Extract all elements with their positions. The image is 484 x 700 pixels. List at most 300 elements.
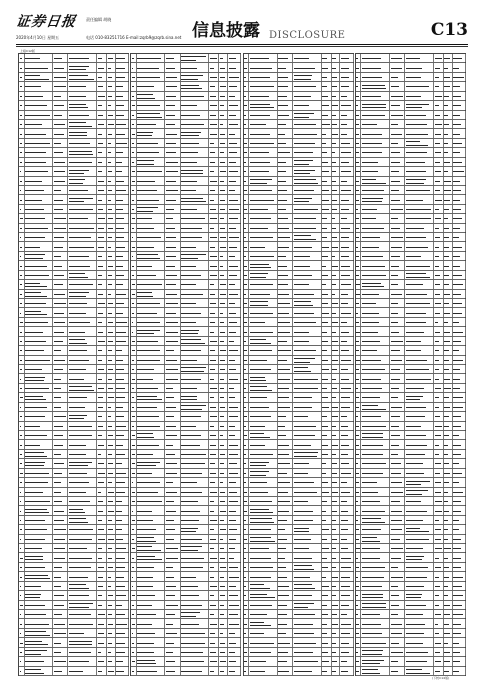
table-cell <box>332 488 341 496</box>
table-cell <box>249 591 278 599</box>
table-cell <box>116 54 129 62</box>
table-cell <box>453 111 466 119</box>
table-row <box>131 553 240 562</box>
cell-text-glyphs <box>250 360 268 361</box>
table-cell <box>69 393 98 401</box>
cell-text-glyphs <box>220 181 224 182</box>
cell-text-glyphs <box>444 671 449 672</box>
cell-text-glyphs <box>229 463 238 464</box>
table-cell <box>390 403 405 411</box>
table-cell <box>209 431 219 439</box>
cell-text-glyphs <box>116 105 124 106</box>
table-cell <box>293 101 322 109</box>
cell-text-glyphs <box>332 181 335 182</box>
cell-text-glyphs <box>362 134 382 135</box>
cell-text-glyphs <box>453 416 461 417</box>
cell-text-glyphs <box>294 105 310 106</box>
table-cell <box>116 186 129 194</box>
cell-text-glyphs <box>108 577 112 578</box>
table-cell <box>228 271 241 279</box>
table-cell <box>228 82 241 90</box>
table-cell <box>137 478 166 486</box>
cell-text-glyphs <box>166 171 178 172</box>
cell-text-glyphs <box>210 511 214 512</box>
table-cell <box>249 525 278 533</box>
cell-text-glyphs <box>210 407 216 408</box>
cell-text-glyphs <box>362 522 385 523</box>
cell-text-glyphs <box>444 435 448 436</box>
table-cell <box>332 403 341 411</box>
cell-text-glyphs <box>166 624 173 625</box>
cell-text-glyphs <box>356 275 358 276</box>
cell-text-glyphs <box>278 369 290 370</box>
table-cell <box>25 205 54 213</box>
table-cell <box>332 365 341 373</box>
cell-text-glyphs <box>362 492 378 493</box>
table-row <box>131 459 240 468</box>
cell-text-glyphs <box>391 275 398 276</box>
table-cell <box>293 629 322 637</box>
table-cell <box>107 205 116 213</box>
table-cell <box>278 54 293 62</box>
cell-text-glyphs <box>54 416 66 417</box>
cell-text-glyphs <box>322 661 329 662</box>
table-row <box>356 158 465 167</box>
cell-text-glyphs <box>181 303 196 304</box>
cell-text-glyphs <box>181 605 202 606</box>
cell-text-glyphs <box>229 190 236 191</box>
cell-text-glyphs <box>54 379 61 380</box>
cell-text-glyphs <box>294 301 311 302</box>
table-cell <box>332 450 341 458</box>
table-cell <box>444 337 453 345</box>
cell-text-glyphs <box>322 313 329 314</box>
cell-text-glyphs <box>181 405 205 406</box>
cell-text-glyphs <box>116 247 125 248</box>
table-cell <box>228 299 241 307</box>
cell-text-glyphs <box>69 79 94 80</box>
table-cell <box>181 271 210 279</box>
cell-text-glyphs <box>181 88 201 89</box>
table-cell <box>293 544 322 552</box>
cell-text-glyphs <box>244 275 247 276</box>
cell-text-glyphs <box>20 86 23 87</box>
cell-text-glyphs <box>406 247 428 248</box>
table-cell <box>434 657 444 665</box>
table-cell <box>434 177 444 185</box>
cell-text-glyphs <box>406 141 420 142</box>
table-cell <box>293 73 322 81</box>
cell-text-glyphs <box>69 595 89 596</box>
table-cell <box>361 233 390 241</box>
cell-text-glyphs <box>181 426 196 427</box>
table-cell <box>219 214 228 222</box>
cell-text-glyphs <box>332 360 338 361</box>
table-cell <box>322 337 332 345</box>
cell-text-glyphs <box>54 162 66 163</box>
table-row <box>356 290 465 299</box>
table-cell <box>209 224 219 232</box>
table-cell <box>444 356 453 364</box>
cell-text-glyphs <box>332 143 336 144</box>
cell-text-glyphs <box>435 652 440 653</box>
cell-text-glyphs <box>54 152 63 153</box>
cell-text-glyphs <box>453 454 461 455</box>
table-row <box>244 73 353 82</box>
cell-text-glyphs <box>108 332 114 333</box>
table-row <box>244 177 353 186</box>
cell-text-glyphs <box>98 171 103 172</box>
table-row <box>244 214 353 223</box>
table-cell <box>293 346 322 354</box>
table-row <box>356 252 465 261</box>
cell-text-glyphs <box>244 284 247 285</box>
cell-text-glyphs <box>278 595 289 596</box>
table-cell <box>228 337 241 345</box>
cell-text-glyphs <box>108 463 114 464</box>
cell-text-glyphs <box>278 181 285 182</box>
table-cell <box>453 280 466 288</box>
table-cell <box>181 120 210 128</box>
cell-text-glyphs <box>244 529 246 530</box>
cell-text-glyphs <box>69 218 88 219</box>
table-cell <box>219 271 228 279</box>
table-cell <box>434 440 444 448</box>
table-cell <box>181 101 210 109</box>
cell-text-glyphs <box>166 529 175 530</box>
cell-text-glyphs <box>210 661 217 662</box>
table-cell <box>25 497 54 505</box>
table-cell <box>219 450 228 458</box>
cell-text-glyphs <box>332 294 335 295</box>
table-cell <box>69 629 98 637</box>
table-cell <box>332 205 341 213</box>
table-cell <box>340 516 353 524</box>
cell-text-glyphs <box>229 313 237 314</box>
table-cell <box>361 158 390 166</box>
cell-text-glyphs <box>444 614 449 615</box>
table-cell <box>453 601 466 609</box>
cell-text-glyphs <box>98 256 102 257</box>
table-row <box>356 233 465 242</box>
table-cell <box>293 459 322 467</box>
cell-text-glyphs <box>108 77 112 78</box>
cell-text-glyphs <box>406 266 430 267</box>
table-cell <box>434 582 444 590</box>
cell-text-glyphs <box>278 266 286 267</box>
table-cell <box>25 177 54 185</box>
cell-text-glyphs <box>278 463 290 464</box>
table-cell <box>390 327 405 335</box>
table-cell <box>97 657 107 665</box>
cell-text-glyphs <box>108 115 114 116</box>
table-cell <box>361 459 390 467</box>
cell-text-glyphs <box>116 341 126 342</box>
cell-text-glyphs <box>25 435 47 436</box>
table-cell <box>209 478 219 486</box>
table-cell <box>53 516 68 524</box>
table-cell <box>219 129 228 137</box>
cell-text-glyphs <box>20 181 22 182</box>
cell-text-glyphs <box>278 407 290 408</box>
table-cell <box>322 572 332 580</box>
table-cell <box>107 469 116 477</box>
table-cell <box>25 591 54 599</box>
table-row <box>131 374 240 383</box>
cell-text-glyphs <box>132 492 135 493</box>
table-cell <box>405 290 434 298</box>
cell-text-glyphs <box>229 548 235 549</box>
table-cell <box>390 365 405 373</box>
cell-text-glyphs <box>244 643 246 644</box>
table-cell <box>53 365 68 373</box>
cell-text-glyphs <box>250 625 271 626</box>
table-cell <box>107 242 116 250</box>
cell-text-glyphs <box>132 58 134 59</box>
table-cell <box>332 271 341 279</box>
cell-text-glyphs <box>244 96 246 97</box>
table-cell <box>228 497 241 505</box>
table-row <box>131 271 240 280</box>
table-row <box>131 177 240 186</box>
cell-text-glyphs <box>250 273 268 274</box>
table-cell <box>453 205 466 213</box>
table-cell <box>165 327 180 335</box>
cell-text-glyphs <box>54 143 61 144</box>
table-cell <box>361 572 390 580</box>
table-cell <box>390 290 405 298</box>
table-cell <box>97 619 107 627</box>
table-cell <box>332 629 341 637</box>
cell-text-glyphs <box>244 445 246 446</box>
table-cell <box>332 214 341 222</box>
cell-text-glyphs <box>391 143 399 144</box>
table-cell <box>453 629 466 637</box>
cell-text-glyphs <box>362 586 382 587</box>
table-cell <box>444 525 453 533</box>
table-cell <box>340 431 353 439</box>
cell-text-glyphs <box>137 559 161 560</box>
cell-text-glyphs <box>116 181 124 182</box>
cell-text-glyphs <box>69 518 86 519</box>
cell-text-glyphs <box>332 115 336 116</box>
table-cell <box>116 459 129 467</box>
table-row <box>131 111 240 120</box>
table-cell <box>53 657 68 665</box>
table-cell <box>25 167 54 175</box>
cell-text-glyphs <box>250 179 272 180</box>
cell-text-glyphs <box>278 171 286 172</box>
table-cell <box>116 346 129 354</box>
cell-text-glyphs <box>181 85 199 86</box>
cell-text-glyphs <box>25 105 47 106</box>
cell-text-glyphs <box>98 162 102 163</box>
cell-text-glyphs <box>98 624 104 625</box>
table-cell <box>69 318 98 326</box>
cell-text-glyphs <box>362 607 386 608</box>
cell-text-glyphs <box>278 520 287 521</box>
cell-text-glyphs <box>20 228 22 229</box>
table-cell <box>405 582 434 590</box>
cell-text-glyphs <box>435 341 439 342</box>
cell-text-glyphs <box>116 548 126 549</box>
cell-text-glyphs <box>244 350 247 351</box>
cell-text-glyphs <box>444 501 448 502</box>
cell-text-glyphs <box>210 68 214 69</box>
cell-text-glyphs <box>406 341 421 342</box>
table-cell <box>97 563 107 571</box>
cell-text-glyphs <box>435 209 439 210</box>
cell-text-glyphs <box>244 105 247 106</box>
table-row <box>19 63 128 72</box>
cell-text-glyphs <box>166 209 174 210</box>
cell-text-glyphs <box>116 567 125 568</box>
cell-text-glyphs <box>444 567 448 568</box>
cell-text-glyphs <box>356 181 359 182</box>
cell-text-glyphs <box>20 303 22 304</box>
table-row <box>131 450 240 459</box>
cell-text-glyphs <box>435 332 440 333</box>
cell-text-glyphs <box>181 550 197 551</box>
cell-text-glyphs <box>356 68 359 69</box>
cell-text-glyphs <box>322 548 329 549</box>
table-cell <box>340 450 353 458</box>
table-row <box>356 535 465 544</box>
cell-text-glyphs <box>244 115 246 116</box>
table-cell <box>278 346 293 354</box>
cell-text-glyphs <box>181 454 206 455</box>
table-cell <box>249 544 278 552</box>
cell-text-glyphs <box>20 558 23 559</box>
cell-text-glyphs <box>69 273 85 274</box>
cell-text-glyphs <box>435 313 441 314</box>
table-cell <box>405 422 434 430</box>
table-cell <box>405 657 434 665</box>
cell-text-glyphs <box>20 586 22 587</box>
table-cell <box>25 450 54 458</box>
table-row <box>244 101 353 110</box>
cell-text-glyphs <box>116 200 123 201</box>
table-cell <box>278 129 293 137</box>
table-cell <box>228 601 241 609</box>
cell-text-glyphs <box>132 143 134 144</box>
table-cell <box>219 299 228 307</box>
table-cell <box>444 54 453 62</box>
table-cell <box>228 158 241 166</box>
cell-text-glyphs <box>278 322 290 323</box>
table-cell <box>228 384 241 392</box>
cell-text-glyphs <box>332 633 336 634</box>
table-cell <box>53 384 68 392</box>
cell-text-glyphs <box>332 416 338 417</box>
cell-text-glyphs <box>98 105 102 106</box>
table-cell <box>69 384 98 392</box>
table-cell <box>69 667 98 675</box>
cell-text-glyphs <box>250 652 271 653</box>
table-cell <box>390 638 405 646</box>
cell-text-glyphs <box>444 407 449 408</box>
table-cell <box>249 450 278 458</box>
cell-text-glyphs <box>435 407 439 408</box>
table-cell <box>165 478 180 486</box>
table-cell <box>361 431 390 439</box>
cell-text-glyphs <box>332 482 337 483</box>
table-cell <box>116 280 129 288</box>
table-cell <box>361 412 390 420</box>
cell-text-glyphs <box>69 183 83 184</box>
cell-text-glyphs <box>220 407 225 408</box>
cell-text-glyphs <box>132 454 135 455</box>
table-row <box>356 120 465 129</box>
table-cell <box>322 224 332 232</box>
cell-text-glyphs <box>435 162 441 163</box>
cell-text-glyphs <box>453 332 463 333</box>
table-cell <box>25 280 54 288</box>
cell-text-glyphs <box>406 179 426 180</box>
cell-text-glyphs <box>356 294 359 295</box>
cell-text-glyphs <box>137 58 161 59</box>
cell-text-glyphs <box>116 577 123 578</box>
cell-text-glyphs <box>322 492 329 493</box>
table-row <box>244 129 353 138</box>
table-cell <box>165 346 180 354</box>
table-cell <box>249 393 278 401</box>
table-cell <box>219 205 228 213</box>
cell-text-glyphs <box>220 350 226 351</box>
cell-text-glyphs <box>20 633 21 634</box>
cell-text-glyphs <box>444 294 449 295</box>
table-cell <box>293 478 322 486</box>
cell-text-glyphs <box>406 200 423 201</box>
table-cell <box>181 506 210 514</box>
table-cell <box>249 252 278 260</box>
cell-text-glyphs <box>356 322 359 323</box>
cell-text-glyphs <box>229 181 236 182</box>
cell-text-glyphs <box>229 661 236 662</box>
cell-text-glyphs <box>132 379 135 380</box>
table-cell <box>444 195 453 203</box>
table-cell <box>69 459 98 467</box>
cell-text-glyphs <box>210 190 215 191</box>
table-cell <box>361 450 390 458</box>
cell-text-glyphs <box>166 332 178 333</box>
table-cell <box>249 82 278 90</box>
table-cell <box>444 158 453 166</box>
cell-text-glyphs <box>137 247 154 248</box>
cell-text-glyphs <box>20 294 22 295</box>
cell-text-glyphs <box>69 277 88 278</box>
cell-text-glyphs <box>356 313 357 314</box>
table-cell <box>116 431 129 439</box>
cell-text-glyphs <box>210 426 214 427</box>
cell-text-glyphs <box>25 314 47 315</box>
table-cell <box>453 657 466 665</box>
table-cell <box>69 195 98 203</box>
cell-text-glyphs <box>54 614 62 615</box>
cell-text-glyphs <box>406 567 428 568</box>
table-cell <box>53 167 68 175</box>
cell-text-glyphs <box>98 341 105 342</box>
cell-text-glyphs <box>453 58 461 59</box>
table-cell <box>219 488 228 496</box>
table-cell <box>390 374 405 382</box>
table-cell <box>53 488 68 496</box>
cell-text-glyphs <box>229 171 238 172</box>
cell-text-glyphs <box>250 183 267 184</box>
cell-text-glyphs <box>69 379 84 380</box>
table-cell <box>228 139 241 147</box>
cell-text-glyphs <box>278 134 285 135</box>
